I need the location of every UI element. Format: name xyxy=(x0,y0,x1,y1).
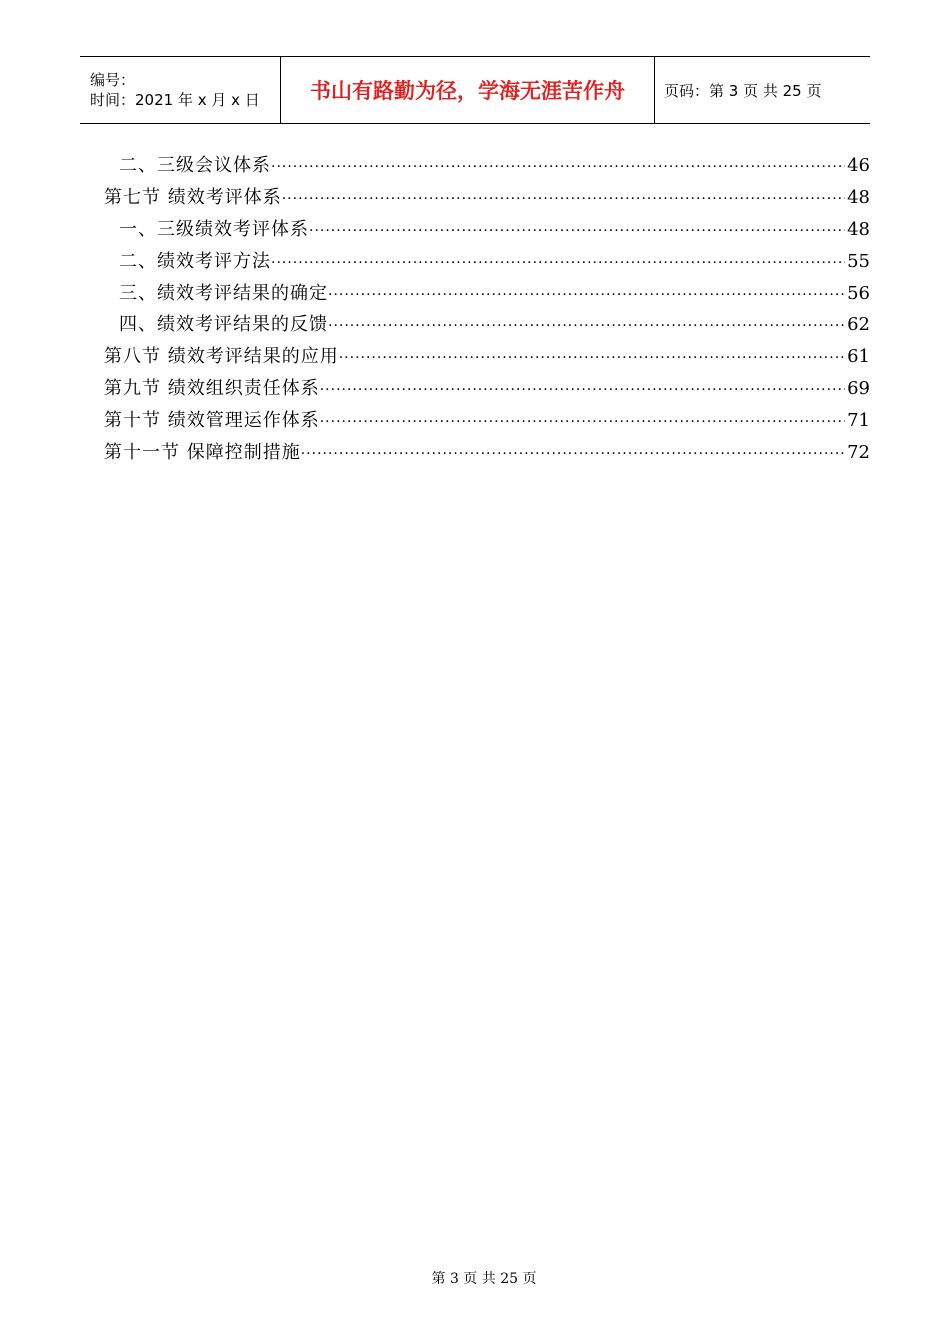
header-motto: 书山有路勤为径，学海无涯苦作舟 xyxy=(281,57,655,123)
toc-entry[interactable] xyxy=(104,214,870,246)
table-of-contents xyxy=(104,150,870,469)
toc-entry[interactable] xyxy=(104,373,870,405)
document-number-label: 编号： xyxy=(90,71,136,89)
toc-entry-page: 62 xyxy=(847,314,870,336)
header-meta xyxy=(80,57,281,123)
toc-entry-page: 56 xyxy=(847,282,870,304)
toc-leader-dots xyxy=(301,439,845,471)
header-page-info: 页码：第 3 页 共 25 页 xyxy=(664,81,822,100)
toc-entry-title: 第八节 绩效考评结果的应用 xyxy=(104,346,339,368)
toc-entry-title: 一、三级绩效考评体系 xyxy=(119,218,309,240)
toc-entry-page: 48 xyxy=(847,218,870,240)
toc-entry[interactable] xyxy=(104,309,870,341)
toc-entry[interactable] xyxy=(104,341,870,373)
toc-entry-page: 71 xyxy=(847,410,870,432)
toc-entry-title: 四、绩效考评结果的反馈 xyxy=(119,314,328,336)
toc-entry[interactable] xyxy=(104,182,870,214)
page-footer: 第 3 页 共 25 页 xyxy=(431,1271,537,1287)
toc-leader-dots xyxy=(309,216,845,248)
toc-leader-dots xyxy=(339,343,845,375)
toc-entry-title: 三、绩效考评结果的确定 xyxy=(119,282,328,304)
toc-entry-title: 第十一节 保障控制措施 xyxy=(104,442,301,464)
toc-entry-title: 第九节 绩效组织责任体系 xyxy=(104,378,320,400)
toc-entry[interactable] xyxy=(104,278,870,310)
toc-entry-title: 第十节 绩效管理运作体系 xyxy=(104,410,320,432)
toc-entry[interactable] xyxy=(104,437,870,469)
toc-entry[interactable] xyxy=(104,150,870,182)
page-header xyxy=(80,56,870,124)
toc-entry-title: 二、三级会议体系 xyxy=(119,155,271,176)
toc-leader-dots xyxy=(328,311,845,343)
toc-leader-dots xyxy=(271,152,845,184)
toc-leader-dots xyxy=(320,375,845,407)
toc-leader-dots xyxy=(271,248,845,280)
toc-entry-page: 55 xyxy=(847,250,870,272)
toc-entry[interactable] xyxy=(104,405,870,437)
toc-entry-title: 二、绩效考评方法 xyxy=(119,250,271,272)
toc-leader-dots xyxy=(282,184,845,216)
toc-entry-page: 72 xyxy=(847,442,870,464)
toc-entry[interactable] xyxy=(104,246,870,278)
toc-leader-dots xyxy=(320,407,845,439)
toc-entry-page: 61 xyxy=(847,346,870,368)
toc-leader-dots xyxy=(328,280,845,312)
document-date: 时间：2021 年 x 月 x 日 xyxy=(90,91,260,109)
toc-entry-page: 46 xyxy=(847,155,870,176)
toc-entry-page: 69 xyxy=(847,378,870,400)
toc-entry-title: 第七节 绩效考评体系 xyxy=(104,186,282,208)
toc-entry-page: 48 xyxy=(847,186,870,208)
